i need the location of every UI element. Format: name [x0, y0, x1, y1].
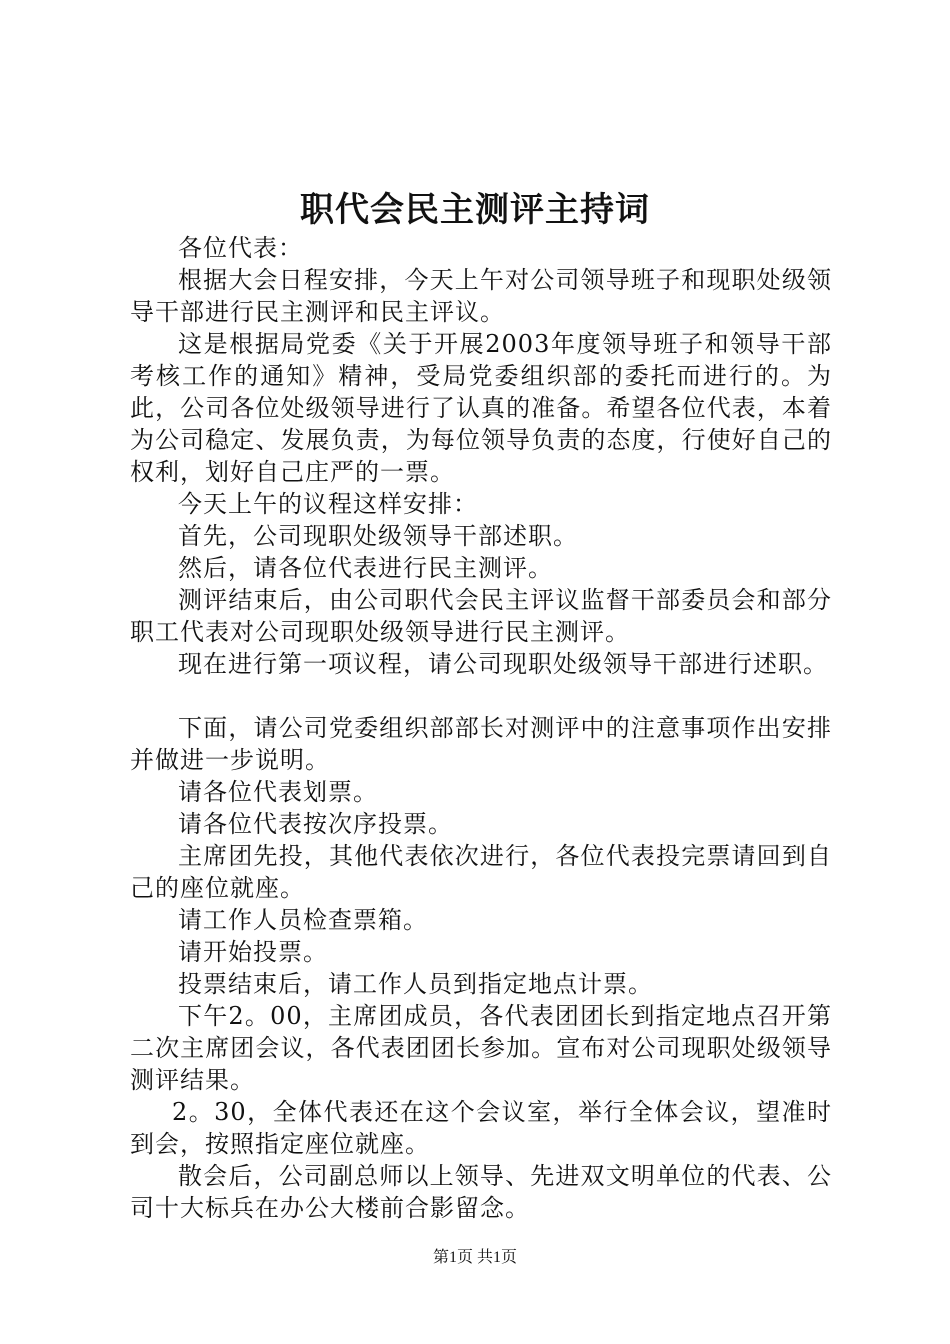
paragraph: 今天上午的议程这样安排： — [178, 490, 478, 518]
paragraph: 散会后，公司副总师以上领导、先进双文明单位的代表、公司十大标兵在办公大楼前合影留念。 — [130, 1162, 832, 1222]
paragraph: 请各位代表划票。 — [178, 778, 378, 806]
page-footer: 第1页 共1页 — [432, 1249, 517, 1266]
paragraph: 下面，请公司党委组织部部长对测评中的注意事项作出安排并做进一步说明。 — [130, 714, 832, 774]
paragraph-greeting: 各位代表： — [178, 234, 303, 262]
paragraph: 主席团先投，其他代表依次进行，各位代表投完票请回到自己的座位就座。 — [130, 842, 832, 902]
paragraph: 下午2。00，主席团成员，各代表团团长到指定地点召开第二次主席团会议，各代表团团长参加。宣布对公司现职处级领导测评结果。 — [130, 1002, 832, 1094]
paragraph: 投票结束后，请工作人员到指定地点计票。 — [178, 970, 653, 998]
paragraph: 请开始投票。 — [178, 938, 328, 966]
paragraph-spacer — [130, 680, 832, 712]
paragraph: 现在进行第一项议程，请公司现职处级领导干部进行述职。 — [178, 650, 828, 678]
paragraph: 请各位代表按次序投票。 — [178, 810, 453, 838]
document-title: 职代会民主测评主持词 — [300, 190, 650, 230]
paragraph: 首先，公司现职处级领导干部述职。 — [178, 522, 578, 550]
paragraph: 然后，请各位代表进行民主测评。 — [178, 554, 553, 582]
paragraph: 根据大会日程安排，今天上午对公司领导班子和现职处级领导干部进行民主测评和民主评议。 — [130, 266, 832, 326]
document-body — [130, 232, 832, 1224]
paragraph: 这是根据局党委《关于开展2003年度领导班子和领导干部考核工作的通知》精神，受局党委组织部的委托而进行的。为此，公司各位处级领导进行了认真的准备。希望各位代表，本着为公司稳定、发展负责，为每位领导负责的态度，行使好自己的权利，划好自己庄严的一票。 — [130, 330, 832, 486]
paragraph: 请工作人员检查票箱。 — [178, 906, 428, 934]
paragraph: 测评结束后，由公司职代会民主评议监督干部委员会和部分职工代表对公司现职处级领导进行民主测评。 — [130, 586, 832, 646]
paragraph: 2。30，全体代表还在这个会议室，举行全体会议，望准时到会，按照指定座位就座。 — [130, 1098, 832, 1158]
